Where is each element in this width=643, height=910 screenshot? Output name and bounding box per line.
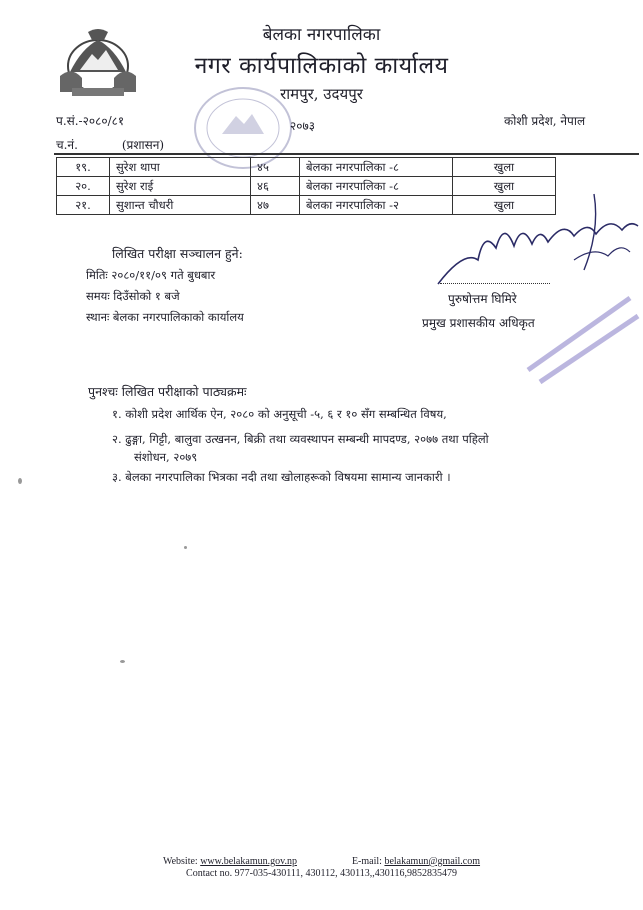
serial-number: २१.: [57, 196, 110, 215]
roll-number: ४५: [251, 158, 300, 177]
serial-number: २०.: [57, 177, 110, 196]
scan-speck: [184, 546, 187, 549]
syllabus-item-3: ३. बेलका नगरपालिका भित्रका नदी तथा खोलाहरूको विषयमा सामान्य जानकारी ।: [112, 470, 451, 484]
exam-date: मितिः २०८०/११/०९ गते बुधबार: [86, 268, 216, 282]
email-label: E-mail:: [351, 856, 382, 867]
dispatch-label: च.नं.: [56, 138, 78, 152]
candidate-name: सुशान्त चौधरी: [110, 196, 251, 215]
province: कोशी प्रदेश, नेपाल: [504, 114, 586, 128]
contact-numbers: Contact no. 977-035-430111, 430112, 430113,,430116,9852835479: [186, 868, 457, 879]
year: २०७३: [290, 119, 315, 133]
category: खुला: [453, 196, 556, 215]
website-link[interactable]: www.belakamun.gov.np: [200, 856, 297, 867]
roll-number: ४७: [251, 196, 300, 215]
candidate-name: सुरेश थापा: [110, 158, 251, 177]
candidate-name: सुरेश राई: [110, 177, 251, 196]
footer-links: [0, 856, 643, 867]
roll-number: ४६: [251, 177, 300, 196]
scan-speck: [18, 478, 22, 484]
candidate-address: बेलका नगरपालिका -२: [300, 196, 453, 215]
email-link[interactable]: belakamun@gmail.com: [384, 856, 481, 867]
signatory-title: प्रमुख प्रशासकीय अधिकृत: [422, 316, 535, 330]
website-label: Website:: [162, 856, 198, 867]
serial-number: १९.: [57, 158, 110, 177]
syllabus-item-2-continued: संशोधन, २०७९: [134, 450, 198, 464]
signatory-name: पुरुषोत्तम घिमिरे: [448, 292, 517, 306]
syllabus-title: पुनश्चः लिखित परीक्षाको पाठ्यक्रमः: [88, 384, 247, 399]
name-stamp-icon: [514, 282, 643, 386]
header-divider: [54, 153, 639, 155]
office-address: रामपुर, उदयपुर: [280, 85, 363, 103]
exam-time: समयः दिउँसोको १ बजे: [86, 289, 180, 303]
category: खुला: [453, 177, 556, 196]
office-name: बेलका नगरपालिका: [262, 25, 381, 45]
dispatch-value: (प्रशासन): [121, 138, 165, 152]
syllabus-item-1: १. कोशी प्रदेश आर्थिक ऐन, २०८० को अनुसूची -५, ६ र १० सँग सम्बन्धित विषय,: [112, 407, 447, 421]
office-title: नगर कार्यपालिकाको कार्यालय: [194, 53, 449, 79]
category: खुला: [453, 158, 556, 177]
scan-speck: [120, 660, 125, 663]
candidate-address: बेलका नगरपालिका -८: [300, 177, 453, 196]
exam-venue: स्थानः बेलका नगरपालिकाको कार्यालय: [86, 310, 244, 324]
exam-notice: लिखित परीक्षा सञ्चालन हुने:: [112, 246, 243, 261]
table-row: [57, 158, 556, 177]
reference-number: प.सं.-२०८०/८१: [56, 114, 125, 128]
candidate-address: बेलका नगरपालिका -८: [300, 158, 453, 177]
syllabus-item-2: २. ढुङ्गा, गिट्टी, बालुवा उत्खनन, बिक्री तथा व्यवस्थापन सम्बन्धी मापदण्ड, २०७७ तथा पहिलो: [112, 432, 489, 446]
dispatch-number: [56, 136, 164, 153]
